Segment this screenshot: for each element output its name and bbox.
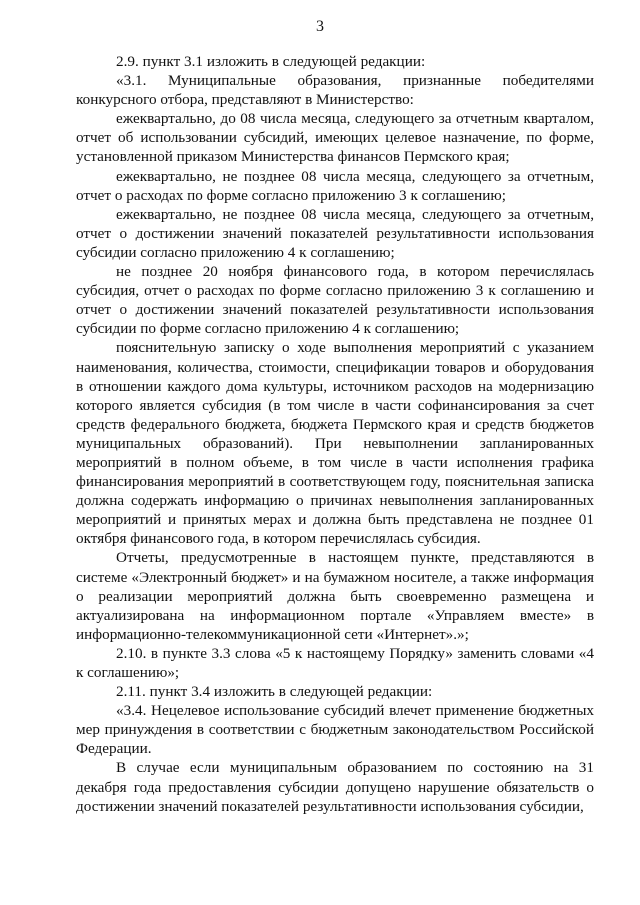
paragraph-electronic-budget: Отчеты, предусмотренные в настоящем пункте, представляются в системе «Электронный бюджет» и на бумажном носителе, а также информация о реализации мероприятий должна быть своевременно размещена и актуализирована на информационном портале «Управляем вместе» в информационно-телекоммуникационной сети «Интернет».»; bbox=[76, 549, 594, 643]
paragraph-violation-case: В случае если муниципальным образованием по состоянию на 31 декабря года предоставления субсидии допущено нарушение обязательств о достижении значений показателей результативности использования субсидии, bbox=[76, 759, 594, 815]
paragraph-item-2-11: 2.11. пункт 3.4 изложить в следующей редакции: bbox=[116, 683, 433, 701]
paragraph-quarterly-subsidy-report: ежеквартально, до 08 числа месяца, следующего за отчетным кварталом, отчет об использовании субсидий, имеющих целевое назначение, по форме, установленной приказом Министерства финансов Пермского края; bbox=[76, 110, 594, 166]
paragraph-explanatory-note: пояснительную записку о ходе выполнения мероприятий с указанием наименования, количества, стоимости, спецификации товаров и оборудования в отношении каждого дома культуры, источником расходов на модернизацию которого является субсидия (в том числе в части софинансирования за счет средств федерального бюджета, бюджета Пермского края и средств бюджетов муниципальных образований). При невыполнении запланированных мероприятий в полном объеме, в том числе в части исполнения графика финансирования мероприятий в соответствующем году, пояснительная записка должна содержать информацию о причинах невыполнения запланированных мероприятий и принятых мерах и должна быть представлена не позднее 01 октября финансового года, в котором перечислялась субсидия. bbox=[76, 339, 594, 548]
paragraph-point-3-1-intro: «3.1. Муниципальные образования, признанные победителями конкурсного отбора, представляют в Министерство: bbox=[76, 72, 594, 109]
paragraph-point-3-4: «3.4. Нецелевое использование субсидий влечет применение бюджетных мер принуждения в соответствии с бюджетным законодательством Российской Федерации. bbox=[76, 702, 594, 758]
paragraph-item-2-9: 2.9. пункт 3.1 изложить в следующей редакции: bbox=[116, 53, 426, 70]
page-number: 3 bbox=[316, 18, 324, 35]
paragraph-quarterly-expense-report: ежеквартально, не позднее 08 числа месяца, следующего за отчетным, отчет о расходах по форме согласно приложению 3 к соглашению; bbox=[76, 167, 594, 204]
paragraph-november-reports: не позднее 20 ноября финансового года, в котором перечислялась субсидия, отчет о расходах по форме согласно приложению 3 к соглашению и отчет о достижении значений показателей результативности использования субсидии по форме согласно приложению 4 к соглашению; bbox=[76, 263, 594, 338]
paragraph-item-2-10: 2.10. в пункте 3.3 слова «5 к настоящему Порядку» заменить словами «4 к соглашению»; bbox=[76, 644, 594, 681]
document-body bbox=[76, 52, 594, 816]
paragraph-quarterly-indicators-report: ежеквартально, не позднее 08 числа месяца, следующего за отчетным, отчет о достижении значений показателей результативности использования субсидии согласно приложению 4 к соглашению; bbox=[76, 205, 594, 261]
